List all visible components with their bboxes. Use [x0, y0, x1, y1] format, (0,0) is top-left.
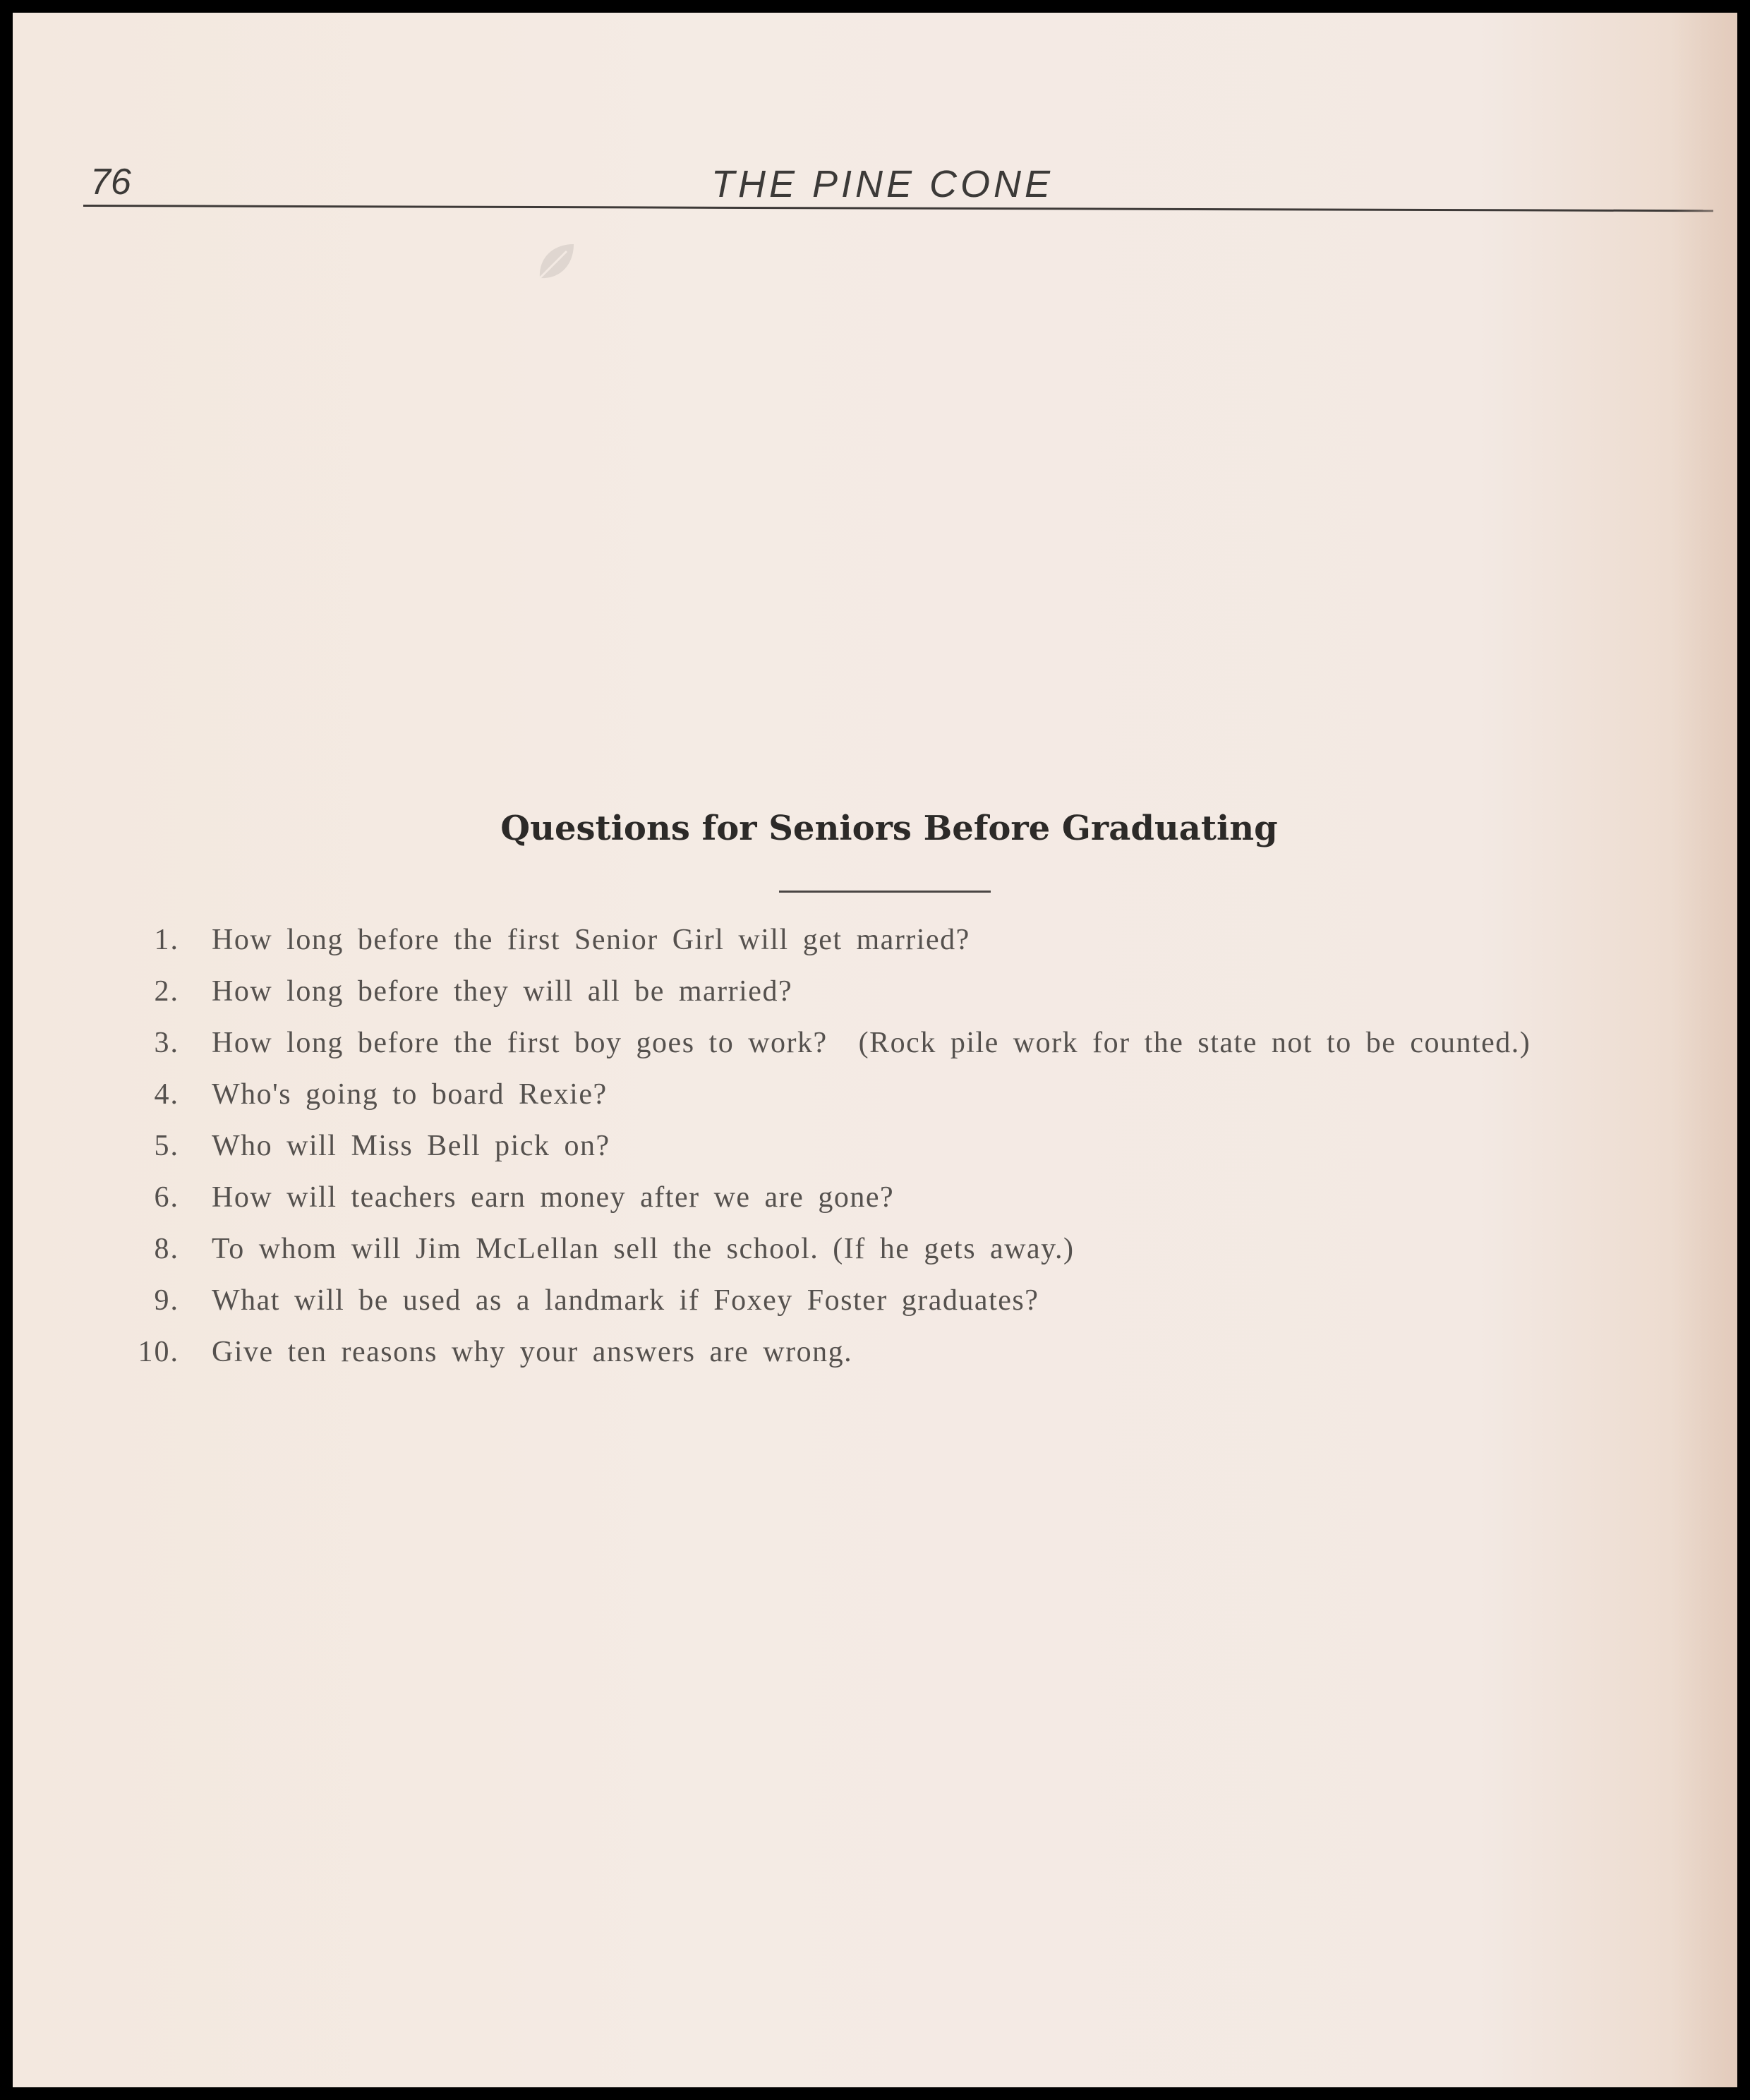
question-body: Who will Miss Bell pick on?	[212, 1130, 610, 1162]
question-body: How long before they will all be married?	[212, 975, 793, 1008]
leaf-icon	[531, 237, 581, 286]
list-item	[13, 923, 1737, 974]
list-item	[13, 1078, 1737, 1129]
question-text	[212, 1335, 852, 1369]
question-note: (Rock pile work for the state not to be counted.)	[858, 1027, 1531, 1059]
heading-rule	[779, 891, 991, 893]
question-text	[212, 1232, 1074, 1266]
list-item	[13, 1335, 1737, 1387]
question-body: What will be used as a landmark if Foxey Foster graduates?	[212, 1284, 1039, 1317]
question-number: 8.	[154, 1233, 179, 1265]
question-number: 6.	[154, 1181, 179, 1214]
question-body: How long before the first Senior Girl will get married?	[212, 924, 970, 956]
question-number: 1.	[154, 924, 179, 956]
article-heading: Questions for Seniors Before Graduating	[500, 809, 1278, 848]
question-text	[212, 923, 970, 957]
question-body: Who's going to board Rexie?	[212, 1078, 608, 1111]
journal-title: THE PINE CONE	[711, 163, 1054, 205]
question-number: 4.	[154, 1078, 179, 1111]
scanned-page	[13, 13, 1737, 2087]
list-item	[13, 974, 1737, 1026]
question-text	[212, 1026, 1531, 1060]
question-text	[212, 1284, 1039, 1317]
question-text	[212, 974, 792, 1008]
question-body: To whom will Jim McLellan sell the school. (If he gets away.)	[212, 1233, 1075, 1265]
list-item	[13, 1232, 1737, 1284]
list-item	[13, 1181, 1737, 1232]
question-text	[212, 1129, 610, 1163]
question-text	[212, 1078, 608, 1111]
question-number: 9.	[154, 1284, 179, 1317]
question-body: Give ten reasons why your answers are wrong.	[212, 1336, 853, 1368]
list-item	[13, 1026, 1737, 1078]
question-body: How will teachers earn money after we are gone?	[212, 1181, 895, 1214]
question-number: 3.	[154, 1027, 179, 1059]
running-head	[76, 154, 1713, 210]
question-number: 2.	[154, 975, 179, 1008]
list-item	[13, 1284, 1737, 1335]
question-number: 10.	[138, 1336, 179, 1368]
question-list	[13, 923, 1737, 1387]
question-body: How long before the first boy goes to work?	[212, 1027, 828, 1059]
question-text	[212, 1181, 894, 1214]
list-item	[13, 1129, 1737, 1181]
question-number: 5.	[154, 1130, 179, 1162]
page-number: 76	[90, 162, 131, 203]
